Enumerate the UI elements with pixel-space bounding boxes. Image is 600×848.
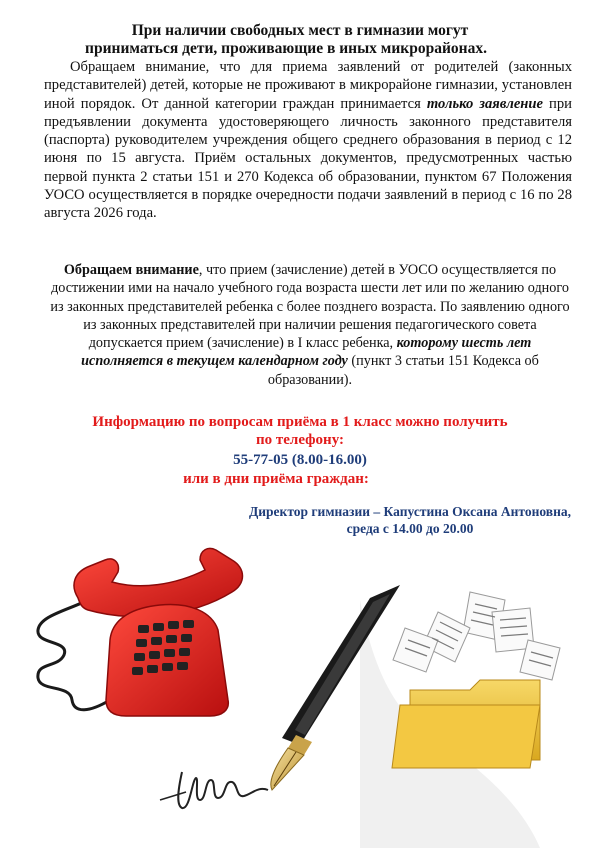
contact-phone-number: 55-77-05 (8.00-16.00) [233, 452, 367, 468]
contact-reception-label: или в дни приёма граждан: [183, 471, 369, 487]
director-name: Директор гимназии – Капустина Оксана Антоновна, [248, 504, 572, 519]
director-hours: среда с 14.00 до 20.00 [346, 521, 474, 536]
para2-emphasis: которому шесть лет исполняется в текущем календарном году [81, 335, 532, 370]
red-telephone-icon [38, 548, 243, 716]
heading-line-1: При наличии свободных мест в гимназии могут [131, 22, 469, 39]
fountain-pen-papers-icon [160, 585, 560, 848]
contact-phone-label: по телефону: [256, 432, 344, 448]
para1-text-1: Обращаем внимание, что для приема заявлений от родителей (законных представителей) детей, которые не проживают в микрорайоне гимназии, установлен иной порядок. От данной категории граждан принимается [44, 59, 572, 112]
para2-text-1: , что прием (зачисление) детей в УОСО осуществляется по достижении ими на начало учебного года возраста шести лет или по желанию одного из законных представителей ребенка с более позднего возраста. По заявлению одного из законных представителей при наличии решения педагогического совета допускается прием (зачисление) в I класс ребенка, [50, 262, 570, 352]
para1-emphasis: только заявление [426, 95, 543, 112]
para1-text-2: при предъявлении документа удостоверяющего личность законного представителя (паспорта) руководителем учреждения общего среднего образования в период с 12 июня по 15 августа. Приём остальных документов, предусмотренных частью первой пункта 2 статьи 151 и 270 Кодекса об образовании, пунктом 67 Положения УОСО осуществляется в порядке очередности подачи заявлений в период с 16 по 28 августа 2026 года. [44, 95, 572, 222]
para2-text-2: (пункт 3 статьи 151 Кодекса об образовании). [267, 353, 539, 388]
para2-lead: Обращаем внимание [63, 262, 199, 278]
contact-info-line: Информацию по вопросам приёма в 1 класс можно получить [92, 414, 508, 430]
heading-line-2: приниматься дети, проживающие в иных микрорайонах. [85, 40, 487, 57]
